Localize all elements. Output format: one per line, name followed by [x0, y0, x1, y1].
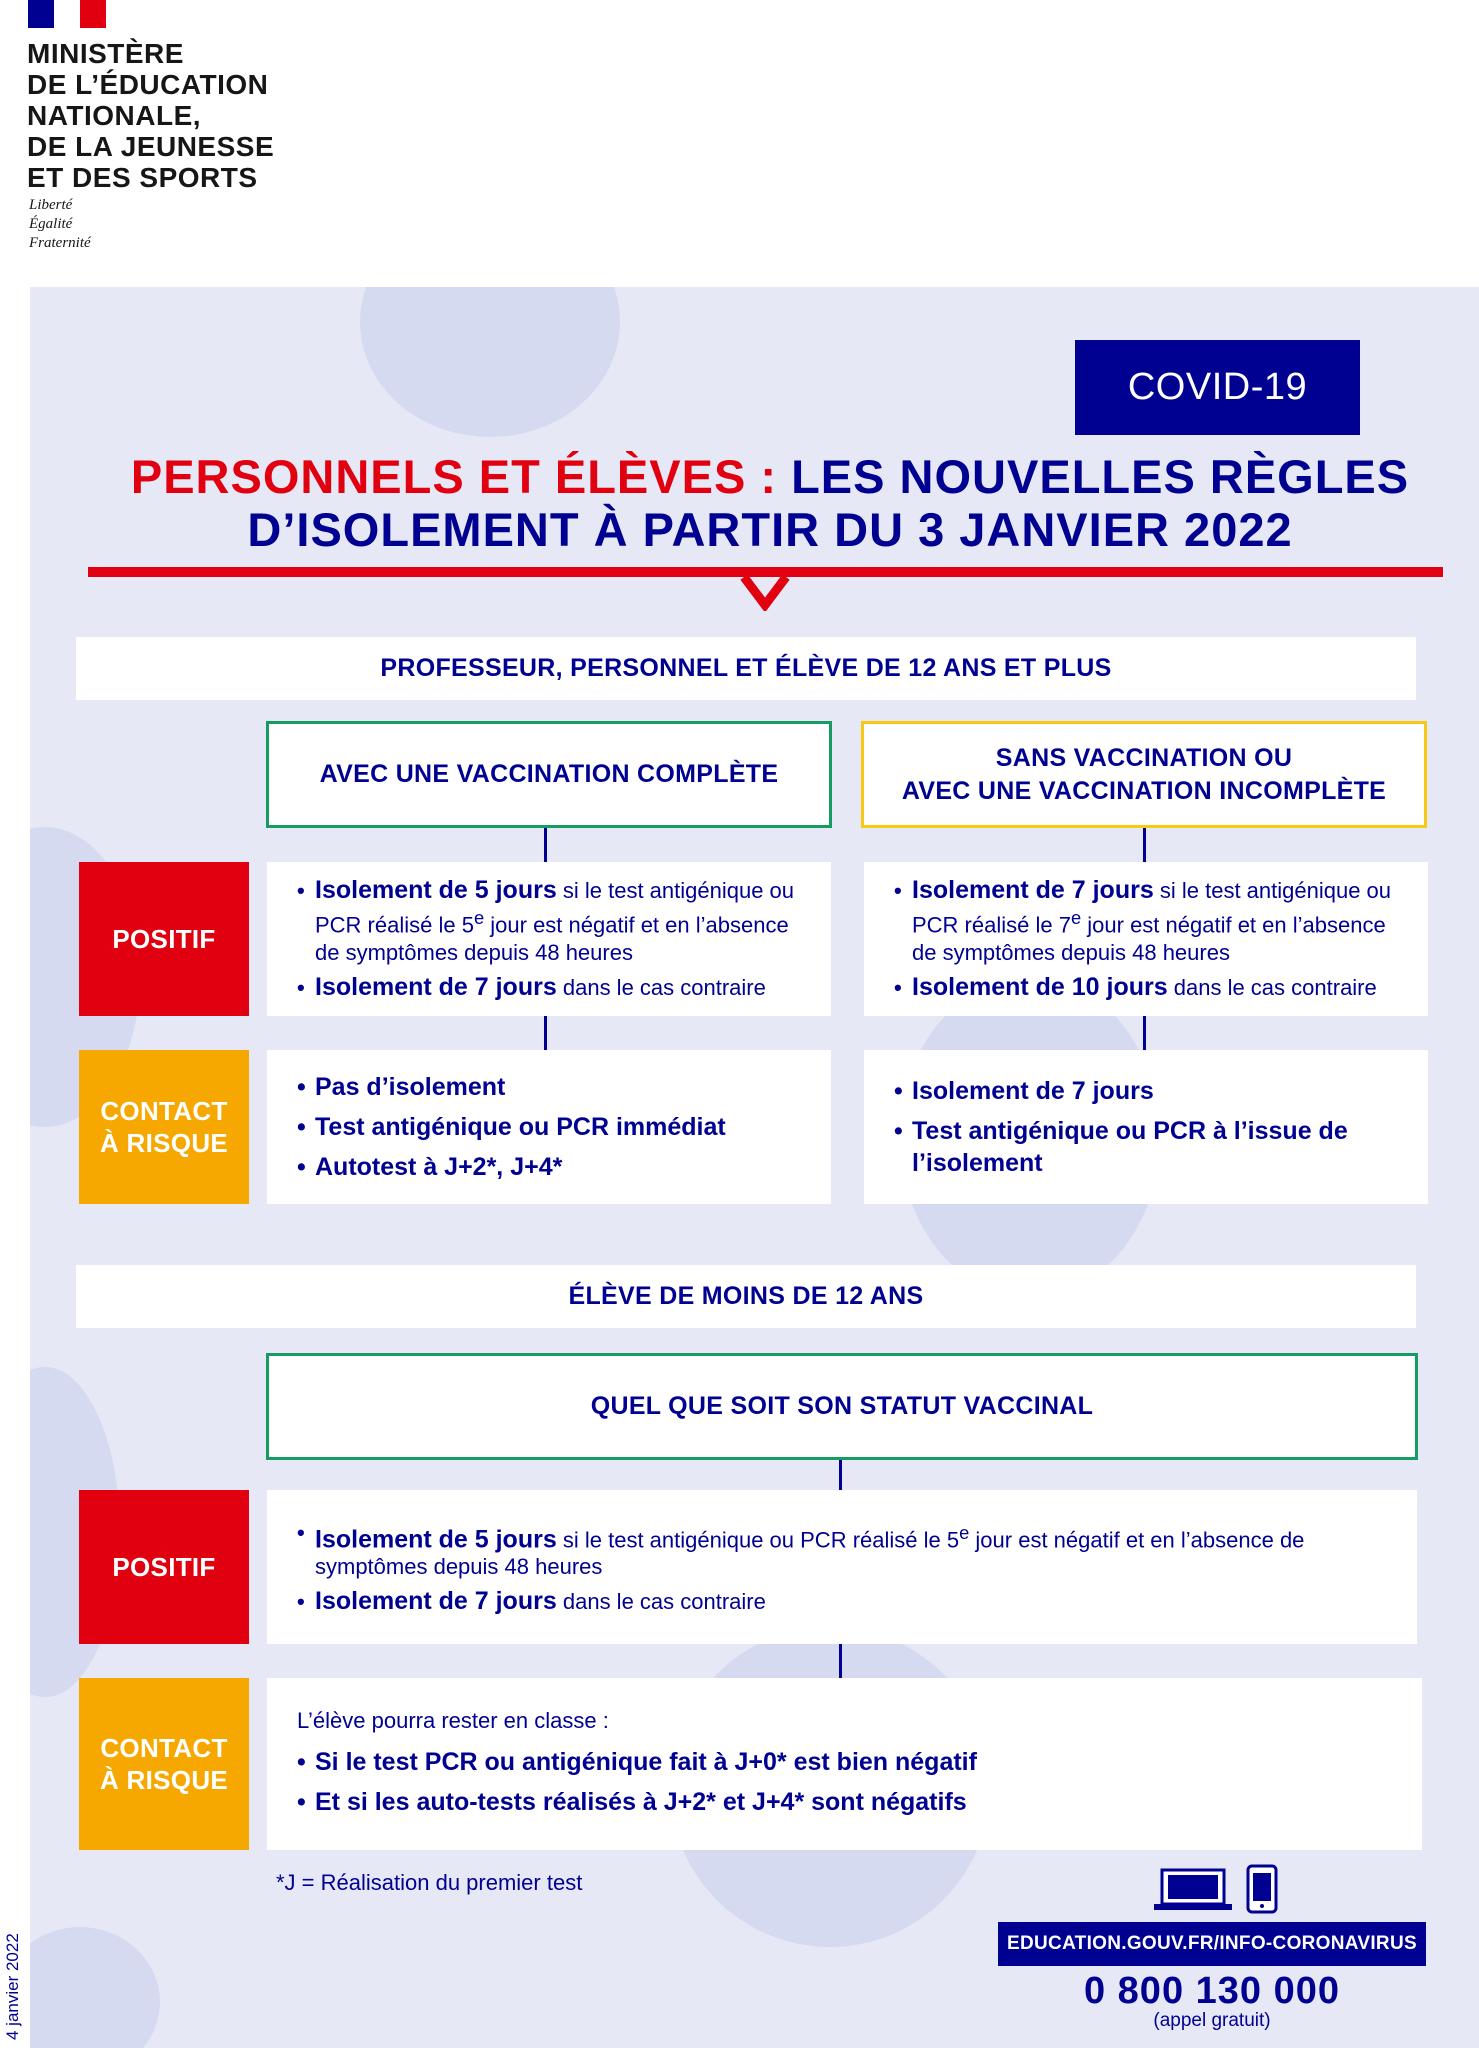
down-arrow-icon [740, 575, 790, 611]
contact-a-risque-label [79, 1050, 249, 1204]
phone-note: (appel gratuit) [1153, 2010, 1271, 2031]
list-item: • Test antigénique ou PCR immédiat [297, 1111, 801, 1143]
ministry-line: DE LA JEUNESSE [27, 131, 275, 162]
phone-number: 0 800 130 000 [1083, 1970, 1340, 2012]
ministry-name [27, 38, 274, 193]
ministry-line: MINISTÈRE [27, 38, 184, 69]
under12-positif-card [267, 1490, 1417, 1644]
motto-line: Égalité [29, 216, 73, 232]
list-item: • Isolement de 7 jours [894, 1075, 1398, 1107]
republic-motto [29, 196, 91, 253]
ministry-line: DE L’ÉDUCATION [27, 69, 269, 100]
list-item: • Autotest à J+2*, J+4* [297, 1151, 801, 1183]
contact-label-line: À RISQUE [99, 1128, 229, 1158]
unvaccinated-positif-card [864, 862, 1428, 1016]
side-date: 4 janvier 2022 [3, 1933, 22, 2040]
title-blue-part: LES NOUVELLES RÈGLES [791, 450, 1410, 503]
contact-label-line: CONTACT [100, 1733, 228, 1763]
connector-line [839, 1644, 842, 1678]
section-heading-under-12: ÉLÈVE DE MOINS DE 12 ANS [76, 1265, 1416, 1328]
connector-line [839, 1460, 842, 1490]
page-title [80, 450, 1460, 556]
positif-label: POSITIF [79, 1490, 249, 1644]
virus-decoration-icon [360, 287, 620, 437]
connector-line [544, 1016, 547, 1050]
list-item: • Isolement de 7 jours si le test antigénique ou PCR réalisé le 7e jour est négatif et en l’absence de symptômes depuis 48 heures [894, 877, 1398, 965]
under12-contact-card [267, 1678, 1422, 1850]
connector-line [544, 828, 547, 862]
motto-line: Fraternité [29, 235, 91, 251]
footnote: *J = Réalisation du premier test [276, 1870, 583, 1895]
contact-a-risque-label [79, 1678, 249, 1850]
column-header-line: AVEC UNE VACCINATION INCOMPLÈTE [901, 776, 1387, 805]
list-item: • Pas d’isolement [297, 1071, 801, 1103]
column-header-unvaccinated [861, 721, 1427, 828]
smartphone-icon [1246, 1864, 1278, 1914]
list-item: • Et si les auto-tests réalisés à J+2* et J+4* sont négatifs [297, 1786, 1392, 1818]
column-header-line: SANS VACCINATION OU [995, 743, 1293, 772]
laptop-icon [1152, 1866, 1234, 1912]
ministry-line: ET DES SPORTS [27, 162, 258, 193]
contact-label-line: À RISQUE [99, 1765, 229, 1795]
list-item: • Isolement de 7 jours dans le cas contraire [297, 1588, 1387, 1615]
column-header-vaccinated: AVEC UNE VACCINATION COMPLÈTE [266, 721, 832, 828]
virus-decoration-icon [30, 1927, 160, 2048]
list-item: • Test antigénique ou PCR à l’issue de l’isolement [894, 1115, 1398, 1179]
connector-line [1143, 828, 1146, 862]
vaccinated-positif-card [267, 862, 831, 1016]
covid-badge: COVID-19 [1075, 340, 1360, 435]
motto-line: Liberté [29, 197, 73, 213]
list-item: • Isolement de 10 jours dans le cas contraire [894, 974, 1398, 1001]
unvaccinated-contact-card [864, 1050, 1428, 1204]
list-item: • Isolement de 5 jours si le test antigénique ou PCR réalisé le 5e jour est négatif et en l’absence de symptômes depuis 48 heures [297, 1519, 1387, 1580]
list-item: • Si le test PCR ou antigénique fait à J+0* est bien négatif [297, 1746, 1392, 1778]
marianne-flag-logo [28, 0, 106, 28]
column-header-any-status: QUEL QUE SOIT SON STATUT VACCINAL [266, 1353, 1418, 1460]
connector-line [1143, 1016, 1146, 1050]
contact-label-line: CONTACT [100, 1096, 228, 1126]
contact-intro: L’élève pourra rester en classe : [297, 1707, 609, 1733]
title-red-part: PERSONNELS ET ÉLÈVES : [130, 450, 778, 503]
ministry-line: NATIONALE, [27, 100, 202, 131]
section-heading-12-plus: PROFESSEUR, PERSONNEL ET ÉLÈVE DE 12 ANS ET PLUS [76, 637, 1416, 700]
list-item: • Isolement de 5 jours si le test antigénique ou PCR réalisé le 5e jour est négatif et en l’absence de symptômes depuis 48 heures [297, 877, 801, 965]
info-url-link[interactable]: EDUCATION.GOUV.FR/INFO-CORONAVIRUS [998, 1922, 1426, 1966]
list-item: • Isolement de 7 jours dans le cas contraire [297, 974, 801, 1001]
positif-label: POSITIF [79, 862, 249, 1016]
title-line2: D’ISOLEMENT À PARTIR DU 3 JANVIER 2022 [247, 503, 1293, 556]
vaccinated-contact-card [267, 1050, 831, 1204]
